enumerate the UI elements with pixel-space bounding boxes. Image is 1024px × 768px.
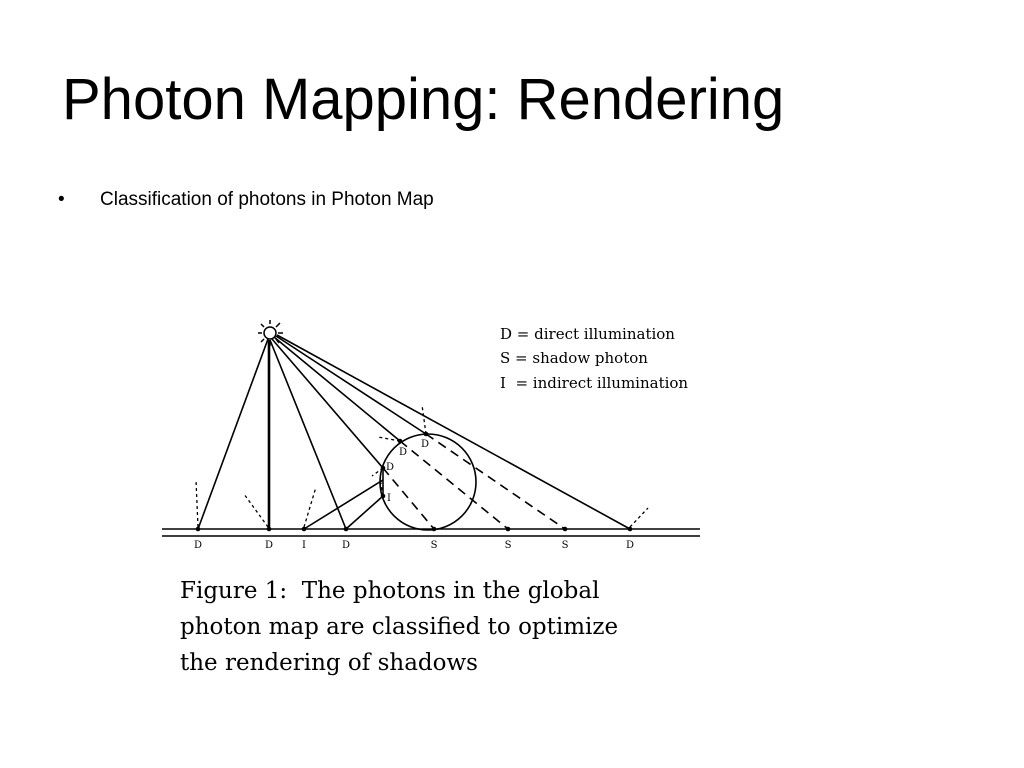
sphere-label: D xyxy=(386,462,395,473)
ground-label: S xyxy=(561,540,569,551)
ground-label: D xyxy=(193,540,203,551)
caption-line: the rendering of shadows xyxy=(180,650,478,676)
ground-label: D xyxy=(264,540,274,551)
ground-label: S xyxy=(430,540,438,551)
figure-legend xyxy=(500,325,688,392)
bullet-marker: • xyxy=(58,189,65,210)
caption-line: Figure 1: The photons in the global xyxy=(180,578,600,604)
legend-entry-indirect: I = indirect illumination xyxy=(500,374,689,392)
sphere-label: D xyxy=(399,447,408,458)
ground-labels xyxy=(194,540,634,551)
sphere-label: D xyxy=(421,439,430,450)
photon-points xyxy=(196,432,633,532)
legend-entry-direct: D = direct illumination xyxy=(500,325,675,343)
figure-caption xyxy=(180,578,618,676)
caption-line: photon map are classified to optimize xyxy=(180,614,619,640)
ground-label: S xyxy=(504,540,512,551)
reflection-indicators xyxy=(196,405,648,527)
bullet-text: Classification of photons in Photon Map xyxy=(100,189,434,210)
sphere-label: I xyxy=(387,493,391,504)
ground-label: I xyxy=(302,540,306,551)
legend-entry-shadow: S = shadow photon xyxy=(500,349,648,367)
shadow-photon-paths xyxy=(383,434,565,529)
slide-title: Photon Mapping: Rendering xyxy=(62,67,785,132)
ground-label: D xyxy=(625,540,635,551)
ground-label: D xyxy=(341,540,351,551)
